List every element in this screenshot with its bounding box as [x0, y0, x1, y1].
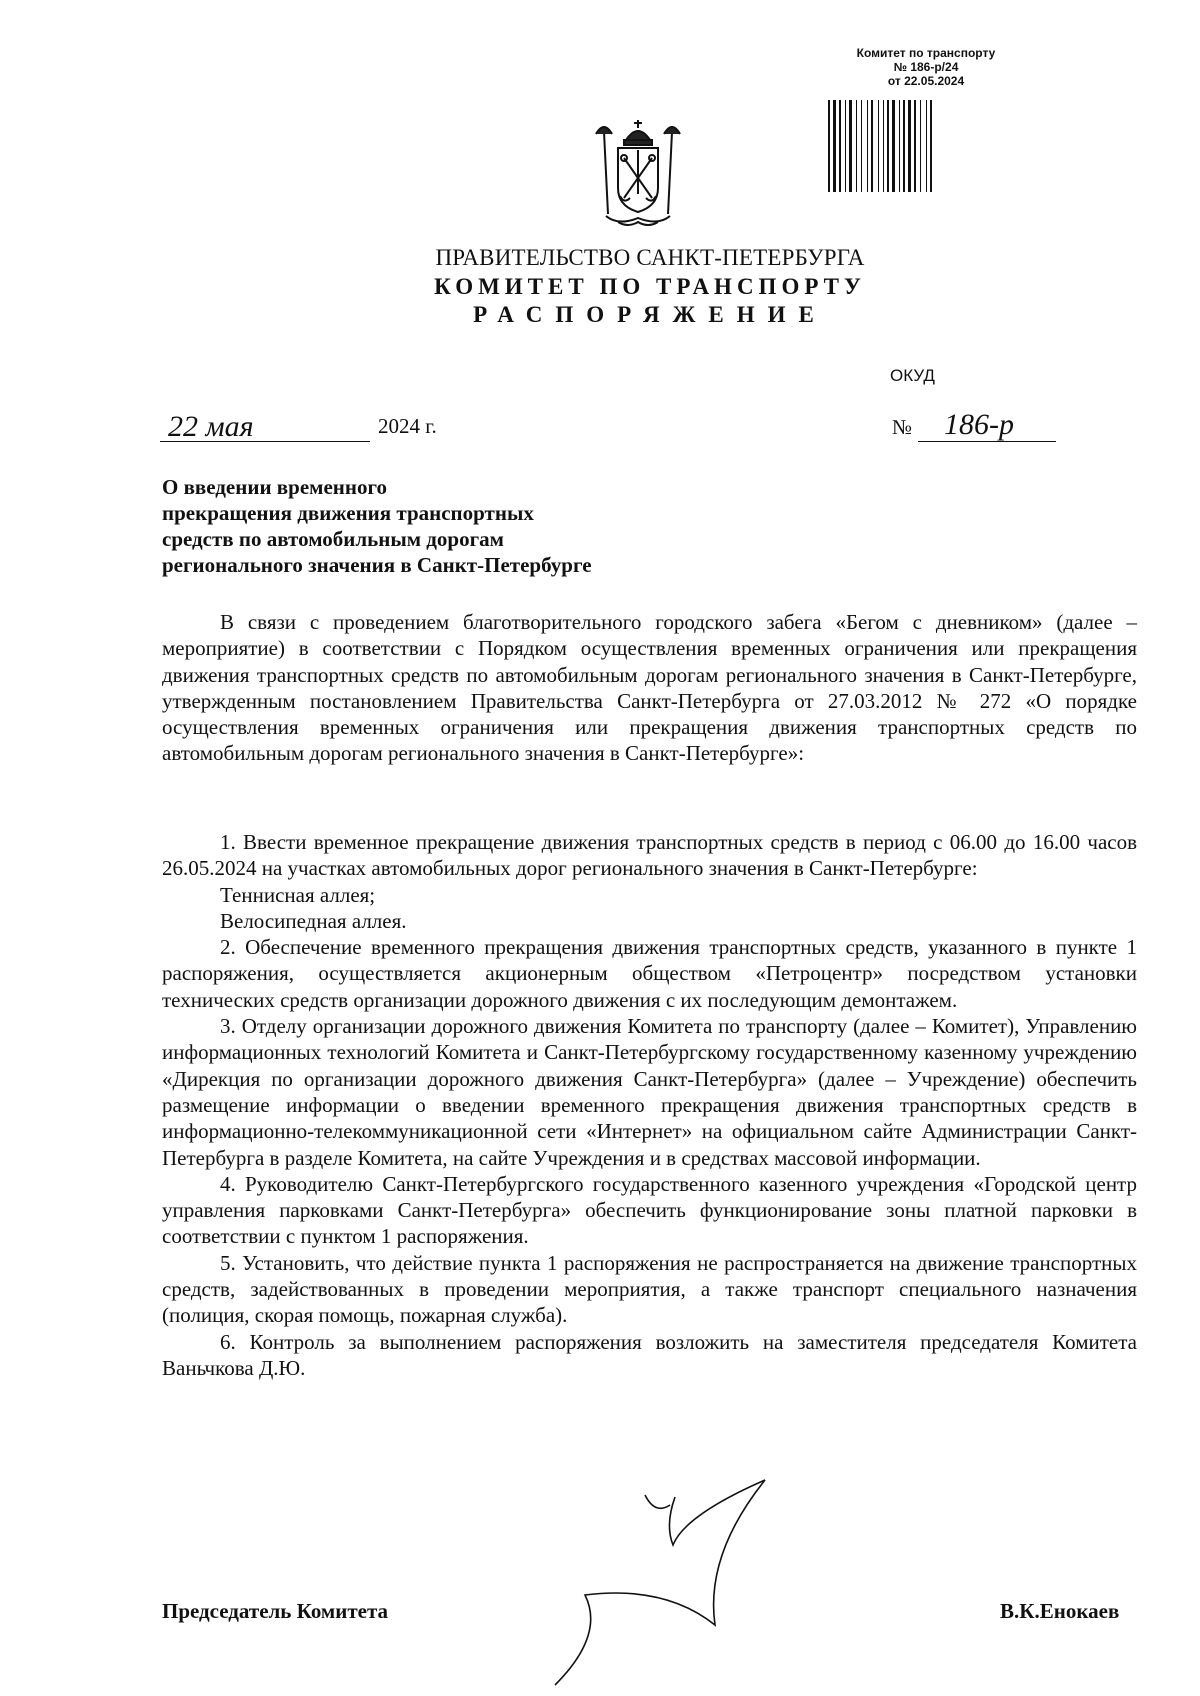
barcode-bar: [892, 100, 895, 192]
stamp-line-3: от 22.05.2024: [887, 74, 965, 88]
barcode-bar: [887, 100, 889, 192]
order-items: [162, 829, 1137, 1381]
item-1: 1. Ввести временное прекращение движения транспортных средств в период с 06.00 до 16.00 часов 26.05.2024 на участках автомобильных дорог регионального значения в Санкт-Петербурге:: [162, 830, 1137, 881]
document-type-heading: РАСПОРЯЖЕНИЕ: [473, 302, 827, 327]
registration-stamp: [826, 46, 1026, 88]
barcode-bar: [914, 100, 916, 192]
barcode: [828, 100, 980, 192]
title-line: средств по автомобильным дорогам: [162, 527, 504, 551]
document-title: [162, 474, 592, 578]
title-line: О введении временного: [162, 475, 387, 499]
title-line: прекращения движения транспортных: [162, 501, 534, 525]
title-line: регионального значения в Санкт-Петербурге: [162, 553, 592, 577]
barcode-bar: [839, 100, 841, 192]
barcode-bar: [867, 100, 868, 192]
barcode-bar: [833, 100, 836, 192]
preamble-text: В связи с проведением благотворительного городского забега «Бегом с дневником» (далее – мероприятие) в соответствии с Порядком осуществления временных ограничения или прекращения движения транспортных средств по автомобильным дорогам регионального значения в Санкт-Петербурге, утвержденным постановлением Правительства Санкт-Петербурга от 27.03.2012 № 272 «О порядке осуществления временных ограничения или прекращения движения транспортных средств по автомобильным дорогам регионального значения в Санкт-Петербурге»:: [162, 610, 1137, 766]
date-underline: [160, 441, 370, 442]
coat-of-arms-icon: [588, 118, 688, 230]
item-6: 6. Контроль за выполнением распоряжения возложить на заместителя председателя Комитета Ваньчкова Д.Ю.: [162, 1329, 1137, 1380]
committee-heading: КОМИТЕТ ПО ТРАНСПОРТУ: [434, 274, 866, 299]
item-5: 5. Установить, что действие пункта 1 распоряжения не распространяется на движение транспортных средств, задействованных в проведении мероприятия, а также транспорт специального назначения (полиция, скорая помощь, пожарная служба).: [162, 1250, 1137, 1328]
handwritten-number-text: 186-р: [944, 408, 1014, 441]
barcode-bar: [930, 100, 932, 192]
okud-label: ОКУД: [890, 366, 935, 385]
barcode-bar: [845, 100, 846, 192]
barcode-bar: [878, 100, 879, 192]
signer-name: В.К.Енокаев: [1000, 1599, 1120, 1623]
handwritten-date: [160, 400, 370, 445]
barcode-bar: [861, 100, 862, 192]
stamp-line-1: Комитет по транспорту: [856, 46, 996, 60]
signer-position: Председатель Комитета: [162, 1599, 389, 1623]
barcode-bar: [926, 100, 927, 192]
barcode-bar: [903, 100, 905, 192]
handwritten-signature: [545, 1475, 785, 1690]
number-underline: [918, 441, 1056, 442]
road-bicycle-alley: Велосипедная аллея.: [220, 908, 407, 933]
barcode-bar: [920, 100, 921, 192]
road-tennis-alley: Теннисная аллея;: [220, 882, 376, 907]
number-sign: №: [892, 415, 913, 439]
handwritten-date-text: 22 мая: [168, 410, 254, 443]
barcode-bar: [908, 100, 911, 192]
barcode-bar: [871, 100, 873, 192]
barcode-bar: [828, 100, 830, 192]
preamble: [162, 609, 1137, 767]
barcode-bar: [856, 100, 857, 192]
stamp-line-2: № 186-р/24: [893, 60, 959, 74]
barcode-bar: [883, 100, 884, 192]
item-2: 2. Обеспечение временного прекращения движения транспортных средств, указанного в пункте 1 распоряжения, осуществляется акционерным обществом «Петроцентр» посредством установки технических средств организации дорожного движения с их последующим демонтажем.: [162, 935, 1137, 1012]
item-4: 4. Руководителю Санкт-Петербургского государственного казенного учреждения «Городской центр управления парковками Санкт-Петербурга» обеспечить функционирование зоны платной парковки в соответствии с пунктом 1 распоряжения.: [162, 1171, 1137, 1249]
government-heading: ПРАВИТЕЛЬСТВО САНКТ-ПЕТЕРБУРГА: [435, 245, 865, 270]
barcode-bar: [849, 100, 852, 192]
item-3: 3. Отделу организации дорожного движения Комитета по транспорту (далее – Комитет), Управлению информационных технологий Комитета и Санкт-Петербургскому государственному казенному учреждению «Дирекция по организации дорожного движения Санкт-Петербурга» (далее – Учреждение) обеспечить размещение информации о введении временного прекращения движения транспортных средств в информационно-телекоммуникационной сети «Интернет» на официальном сайте Администрации Санкт-Петербурга в разделе Комитета, на сайте Учреждения и в средствах массовой информации.: [162, 1014, 1137, 1170]
barcode-bar: [899, 100, 900, 192]
date-year: 2024 г.: [378, 414, 437, 438]
